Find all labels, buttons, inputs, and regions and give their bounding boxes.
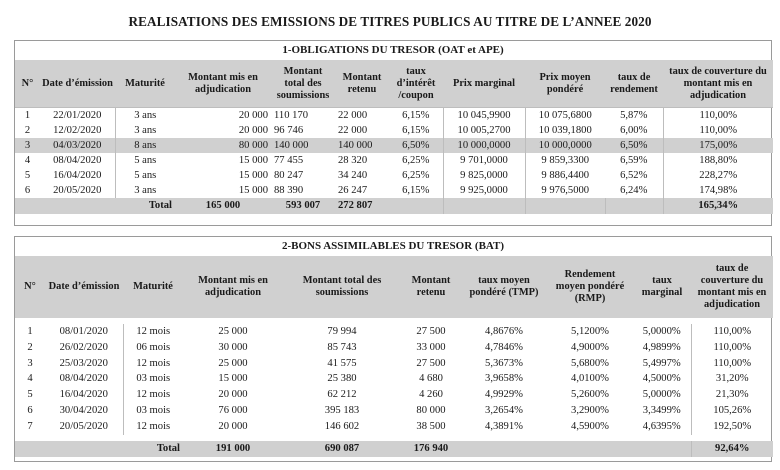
oat-cell-date: 12/02/2020 [53, 125, 102, 136]
empty-cell [443, 198, 525, 214]
bat-table [15, 256, 773, 457]
oat-cell-date: 20/05/2020 [53, 185, 102, 196]
bat-cell-mis: 25 000 [218, 357, 248, 369]
bat-cell-maturite: 12 mois [123, 324, 183, 340]
bat-cell-couverture: 105,26% [691, 403, 773, 419]
oat-cell-total: 88 390 [274, 185, 304, 196]
bat-cell-couverture: 110,00% [691, 324, 773, 340]
oat-col-header: Montant retenu [335, 60, 389, 108]
bat-cell-couverture: 21,30% [691, 387, 773, 403]
bat-col-header: Maturité [123, 256, 183, 318]
oat-cell-coupon: 6,15% [402, 125, 430, 136]
oat-cell-total: 110 170 [271, 108, 335, 124]
oat-cell-prix-marginal: 10 005,2700 [443, 123, 525, 138]
oat-col-header: taux de rendement [605, 60, 663, 108]
bat-col-header: N° [15, 256, 45, 318]
oat-cell-total: 96 746 [274, 125, 304, 136]
oat-col-header: Montant total des soumissions [271, 60, 335, 108]
oat-cell-mis: 15 000 [238, 185, 268, 196]
bat-cell-tmp: 4,9929% [485, 389, 523, 401]
oat-cell-rendement: 6,00% [620, 125, 648, 136]
oat-cell-prix-moyen: 9 859,3300 [525, 153, 605, 168]
bat-cell-marginal: 5,0000% [642, 326, 681, 337]
table-row [15, 340, 773, 356]
bat-cell-retenu: 4 260 [419, 389, 443, 401]
bat-cell-maturite: 12 mois [123, 419, 183, 435]
oat-cell-maturite: 3 ans [115, 123, 175, 138]
bat-cell-mis: 30 000 [218, 341, 248, 353]
oat-cell-mis: 20 000 [175, 108, 271, 124]
bat-cell-n: 5 [27, 389, 33, 401]
bat-cell-retenu: 4 680 [419, 373, 443, 385]
oat-cell-prix-marginal: 10 045,9900 [443, 108, 525, 124]
bat-cell-n: 6 [27, 404, 33, 416]
bat-cell-retenu: 27 500 [416, 357, 446, 369]
bat-cell-tmp: 5,3673% [485, 357, 523, 369]
table-row [15, 138, 773, 153]
oat-cell-maturite: 8 ans [115, 138, 175, 153]
bat-col-header: taux marginal [633, 256, 691, 318]
oat-cell-rendement: 6,52% [620, 170, 648, 181]
bat-cell-couverture: 110,00% [691, 340, 773, 356]
oat-cell-maturite: 5 ans [115, 168, 175, 183]
empty-cell [547, 441, 633, 457]
bat-section-title: 2-BONS ASSIMILABLES DU TRESOR (BAT) [281, 240, 505, 252]
oat-cell-mis: 15 000 [238, 155, 268, 166]
table-row [15, 356, 773, 372]
total-retenu: 272 807 [335, 198, 389, 214]
oat-body [15, 108, 773, 215]
bat-body [15, 318, 773, 457]
bat-cell-total: 62 212 [327, 389, 357, 401]
bat-cell-couverture: 192,50% [691, 419, 773, 435]
table-row [15, 371, 773, 387]
oat-col-header: Prix marginal [443, 60, 525, 108]
oat-cell-rendement: 5,87% [605, 108, 663, 124]
bat-cell-mis: 76 000 [218, 404, 248, 416]
bat-cell-n: 3 [27, 357, 33, 369]
bat-cell-marginal: 4,5000% [642, 373, 681, 385]
oat-cell-couverture: 228,27% [663, 168, 773, 183]
total-label: Total [15, 441, 183, 457]
bat-cell-tmp: 3,9658% [485, 373, 523, 385]
table-row [15, 108, 773, 124]
oat-cell-rendement: 6,59% [620, 155, 648, 166]
bat-cell-total: 85 743 [327, 341, 357, 353]
oat-table [15, 60, 773, 214]
oat-cell-coupon: 6,50% [389, 138, 443, 153]
total-mis: 191 000 [183, 441, 283, 457]
oat-cell-total: 140 000 [271, 138, 335, 153]
oat-col-header: Date d’émission [40, 60, 115, 108]
bat-cell-marginal: 4,6395% [642, 420, 681, 432]
table-row [15, 183, 773, 198]
oat-cell-n: 3 [15, 138, 40, 153]
oat-cell-couverture: 174,98% [663, 183, 773, 198]
oat-cell-n: 4 [24, 155, 31, 166]
empty-cell [389, 198, 443, 214]
bat-cell-rmp: 4,0100% [571, 373, 609, 385]
empty-cell [605, 198, 663, 214]
oat-cell-couverture: 188,80% [663, 153, 773, 168]
bat-cell-total: 41 575 [327, 357, 357, 369]
oat-cell-prix-marginal: 10 000,0000 [443, 138, 525, 153]
total-couverture: 92,64% [691, 441, 773, 457]
empty-cell [633, 441, 691, 457]
oat-col-header: Montant mis en adjudication [175, 60, 271, 108]
bat-cell-date: 08/01/2020 [59, 326, 108, 337]
oat-cell-n: 1 [15, 108, 40, 124]
oat-cell-retenu: 22 000 [338, 125, 368, 136]
oat-cell-prix-moyen: 10 075,6800 [525, 108, 605, 124]
bat-cell-marginal: 3,3499% [642, 404, 681, 416]
total-soumissions: 593 007 [271, 198, 335, 214]
document-title: REALISATIONS DES EMISSIONS DE TITRES PUBLICS AU TITRE DE L’ANNEE 2020 [128, 14, 652, 29]
oat-cell-prix-moyen: 9 886,4400 [525, 168, 605, 183]
bat-col-header: Montant total des soumissions [283, 256, 401, 318]
table-row [15, 403, 773, 419]
oat-cell-coupon: 6,15% [402, 185, 430, 196]
oat-cell-retenu: 28 320 [338, 155, 368, 166]
oat-cell-date: 04/03/2020 [40, 138, 115, 153]
total-retenu: 176 940 [401, 441, 461, 457]
bat-col-header: Rendement moyen pondéré (RMP) [547, 256, 633, 318]
oat-cell-total: 80 247 [274, 170, 304, 181]
bat-cell-total: 395 183 [324, 404, 360, 416]
oat-cell-coupon: 6,25% [402, 155, 430, 166]
oat-cell-mis: 15 000 [238, 170, 268, 181]
bat-cell-n: 4 [27, 373, 33, 385]
bat-cell-couverture: 31,20% [691, 371, 773, 387]
oat-cell-maturite: 5 ans [115, 153, 175, 168]
bat-col-header: Montant retenu [401, 256, 461, 318]
oat-header-row [15, 60, 773, 108]
bat-cell-tmp: 4,8676% [485, 326, 523, 337]
total-label: Total [15, 198, 175, 214]
bat-cell-date: 26/02/2020 [59, 341, 108, 353]
oat-cell-prix-moyen: 10 039,1800 [525, 123, 605, 138]
bat-cell-retenu: 80 000 [416, 404, 446, 416]
oat-col-header: Prix moyen pondéré [525, 60, 605, 108]
total-mis: 165 000 [175, 198, 271, 214]
table-row [15, 123, 773, 138]
bat-cell-rmp: 3,2900% [571, 404, 609, 416]
oat-cell-n: 6 [24, 185, 31, 196]
oat-cell-mis: 80 000 [175, 138, 271, 153]
bat-cell-marginal: 5,4997% [642, 357, 681, 369]
empty-cell [461, 441, 547, 457]
oat-cell-prix-moyen: 10 000,0000 [525, 138, 605, 153]
bat-header-row [15, 256, 773, 318]
total-row [15, 198, 773, 214]
bat-cell-n: 2 [27, 341, 33, 353]
table-row [15, 419, 773, 435]
bat-cell-retenu: 27 500 [416, 326, 446, 337]
oat-col-header: Maturité [115, 60, 175, 108]
oat-cell-retenu: 34 240 [338, 170, 368, 181]
oat-cell-prix-marginal: 9 925,0000 [443, 183, 525, 198]
table-row [15, 153, 773, 168]
bat-cell-mis: 20 000 [218, 420, 248, 432]
bat-cell-date: 20/05/2020 [59, 420, 108, 432]
bat-cell-rmp: 4,9000% [571, 341, 609, 353]
oat-cell-date: 16/04/2020 [53, 170, 102, 181]
oat-cell-retenu: 26 247 [338, 185, 368, 196]
bat-cell-mis: 20 000 [218, 389, 248, 401]
bat-cell-n: 7 [27, 420, 33, 432]
bat-cell-maturite: 12 mois [123, 387, 183, 403]
bat-cell-total: 25 380 [327, 373, 357, 385]
bat-cell-tmp: 4,7846% [485, 341, 523, 353]
total-row [15, 441, 773, 457]
bat-cell-date: 25/03/2020 [59, 357, 108, 369]
oat-cell-rendement: 6,24% [620, 185, 648, 196]
oat-cell-prix-marginal: 9 825,0000 [443, 168, 525, 183]
oat-cell-maturite: 3 ans [115, 108, 175, 124]
bat-cell-couverture: 110,00% [691, 356, 773, 372]
oat-cell-prix-marginal: 9 701,0000 [443, 153, 525, 168]
oat-cell-n: 2 [24, 125, 31, 136]
table-row [15, 324, 773, 340]
bat-cell-tmp: 4,3891% [485, 420, 523, 432]
bat-cell-rmp: 5,2600% [571, 389, 609, 401]
oat-cell-coupon: 6,15% [389, 108, 443, 124]
bat-cell-date: 30/04/2020 [59, 404, 108, 416]
oat-cell-coupon: 6,25% [402, 170, 430, 181]
bat-cell-maturite: 06 mois [123, 340, 183, 356]
bat-cell-maturite: 12 mois [123, 356, 183, 372]
bat-col-header: taux de couverture du montant mis en adjudication [691, 256, 773, 318]
oat-cell-retenu: 22 000 [335, 108, 389, 124]
bat-cell-maturite: 03 mois [123, 371, 183, 387]
oat-col-header: taux de couverture du montant mis en adjudication [663, 60, 773, 108]
oat-section-title: 1-OBLIGATIONS DU TRESOR (OAT et APE) [282, 44, 504, 56]
bat-cell-n: 1 [27, 326, 33, 337]
oat-cell-maturite: 3 ans [115, 183, 175, 198]
bat-cell-maturite: 03 mois [123, 403, 183, 419]
bat-col-header: Date d’émission [45, 256, 123, 318]
oat-cell-prix-moyen: 9 976,5000 [525, 183, 605, 198]
bat-col-header: taux moyen pondéré (TMP) [461, 256, 547, 318]
bat-cell-date: 08/04/2020 [59, 373, 108, 385]
bat-cell-mis: 15 000 [218, 373, 248, 385]
bat-cell-date: 16/04/2020 [59, 389, 108, 401]
bat-cell-retenu: 33 000 [416, 341, 446, 353]
oat-cell-n: 5 [24, 170, 31, 181]
total-soumissions: 690 087 [283, 441, 401, 457]
bat-cell-rmp: 5,1200% [571, 326, 609, 337]
oat-section [14, 40, 772, 226]
oat-cell-date: 08/04/2020 [53, 155, 102, 166]
oat-col-header: taux d’intérêt /coupon [389, 60, 443, 108]
oat-col-header: N° [15, 60, 40, 108]
bat-cell-total: 146 602 [324, 420, 360, 432]
oat-cell-date: 22/01/2020 [40, 108, 115, 124]
bat-cell-total: 79 994 [327, 326, 357, 337]
oat-cell-total: 77 455 [274, 155, 304, 166]
bat-cell-retenu: 38 500 [416, 420, 446, 432]
bat-cell-mis: 25 000 [218, 326, 248, 337]
bat-cell-marginal: 5,0000% [642, 389, 681, 401]
oat-cell-couverture: 110,00% [663, 108, 773, 124]
table-row [15, 168, 773, 183]
bat-cell-rmp: 5,6800% [571, 357, 609, 369]
total-couverture: 165,34% [663, 198, 773, 214]
bat-cell-marginal: 4,9899% [642, 341, 681, 353]
oat-cell-couverture: 110,00% [663, 123, 773, 138]
bat-section [14, 236, 772, 462]
empty-cell [525, 198, 605, 214]
bat-cell-rmp: 4,5900% [571, 420, 609, 432]
oat-cell-rendement: 6,50% [605, 138, 663, 153]
bat-cell-tmp: 3,2654% [485, 404, 523, 416]
oat-cell-mis: 20 000 [238, 125, 268, 136]
oat-cell-couverture: 175,00% [663, 138, 773, 153]
oat-cell-retenu: 140 000 [335, 138, 389, 153]
table-row [15, 387, 773, 403]
bat-col-header: Montant mis en adjudication [183, 256, 283, 318]
